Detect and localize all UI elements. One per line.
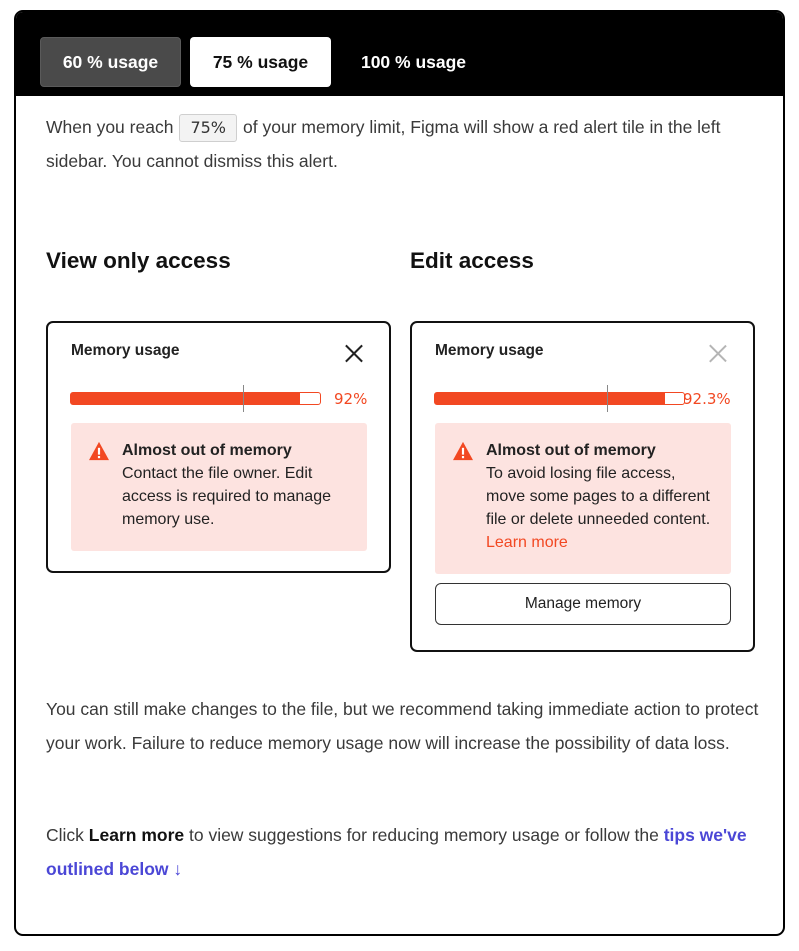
content-frame (14, 10, 785, 936)
memory-usage-bar (70, 392, 321, 405)
learn-more-bold: Learn more (88, 825, 185, 845)
alert-body (486, 462, 717, 554)
card-title: Memory usage (435, 342, 544, 359)
alert-body: Contact the file owner. Edit access is required to manage memory use. (122, 465, 331, 528)
view-only-heading: View only access (46, 248, 231, 273)
memory-alert (435, 423, 731, 574)
card-title: Memory usage (71, 342, 180, 359)
close-icon[interactable] (344, 343, 364, 363)
manage-memory-button[interactable]: Manage memory (435, 583, 731, 625)
warning-icon (452, 441, 474, 461)
alert-body-text: To avoid losing file access, move some pages to a different file or delete unneeded content. (486, 465, 711, 528)
alert-title: Almost out of memory (486, 442, 656, 459)
tab-100-usage[interactable]: 100 % usage (360, 51, 467, 72)
memory-usage-fill (71, 393, 300, 404)
p3-after: to view suggestions for reducing memory usage or follow the (188, 825, 659, 845)
tab-75-usage[interactable]: 75 % usage (190, 37, 331, 87)
intro-before: When you reach (46, 117, 174, 137)
memory-alert (71, 423, 367, 551)
memory-usage-fill (435, 393, 665, 404)
threshold-tick (243, 385, 244, 412)
intro-after: of your memory limit, Figma will show a red alert tile in the left sidebar. You cannot dismiss this alert. (46, 117, 721, 171)
usage-percent: 92% (334, 390, 368, 408)
percent-chip: 75% (179, 114, 237, 142)
p3-before: Click (46, 825, 84, 845)
memory-usage-bar (434, 392, 685, 405)
tab-bar (16, 12, 783, 96)
usage-percent: 92.3% (683, 390, 731, 408)
intro-paragraph (46, 110, 766, 178)
alert-title: Almost out of memory (122, 442, 292, 459)
tab-60-usage[interactable]: 60 % usage (40, 37, 181, 87)
edit-access-memory-card (410, 321, 755, 652)
threshold-tick (607, 385, 608, 412)
close-icon[interactable] (708, 343, 728, 363)
edit-access-heading: Edit access (410, 248, 534, 273)
warning-icon (88, 441, 110, 461)
learn-more-paragraph (46, 818, 776, 886)
tips-link[interactable]: tips we've outlined below ↓ (46, 825, 747, 879)
learn-more-link[interactable]: Learn more (486, 534, 568, 551)
view-only-memory-card (46, 321, 391, 573)
changes-paragraph: You can still make changes to the file, but we recommend taking immediate action to protect your work. Failure to reduce memory usage now will increase the possibility of data loss. (46, 699, 759, 753)
